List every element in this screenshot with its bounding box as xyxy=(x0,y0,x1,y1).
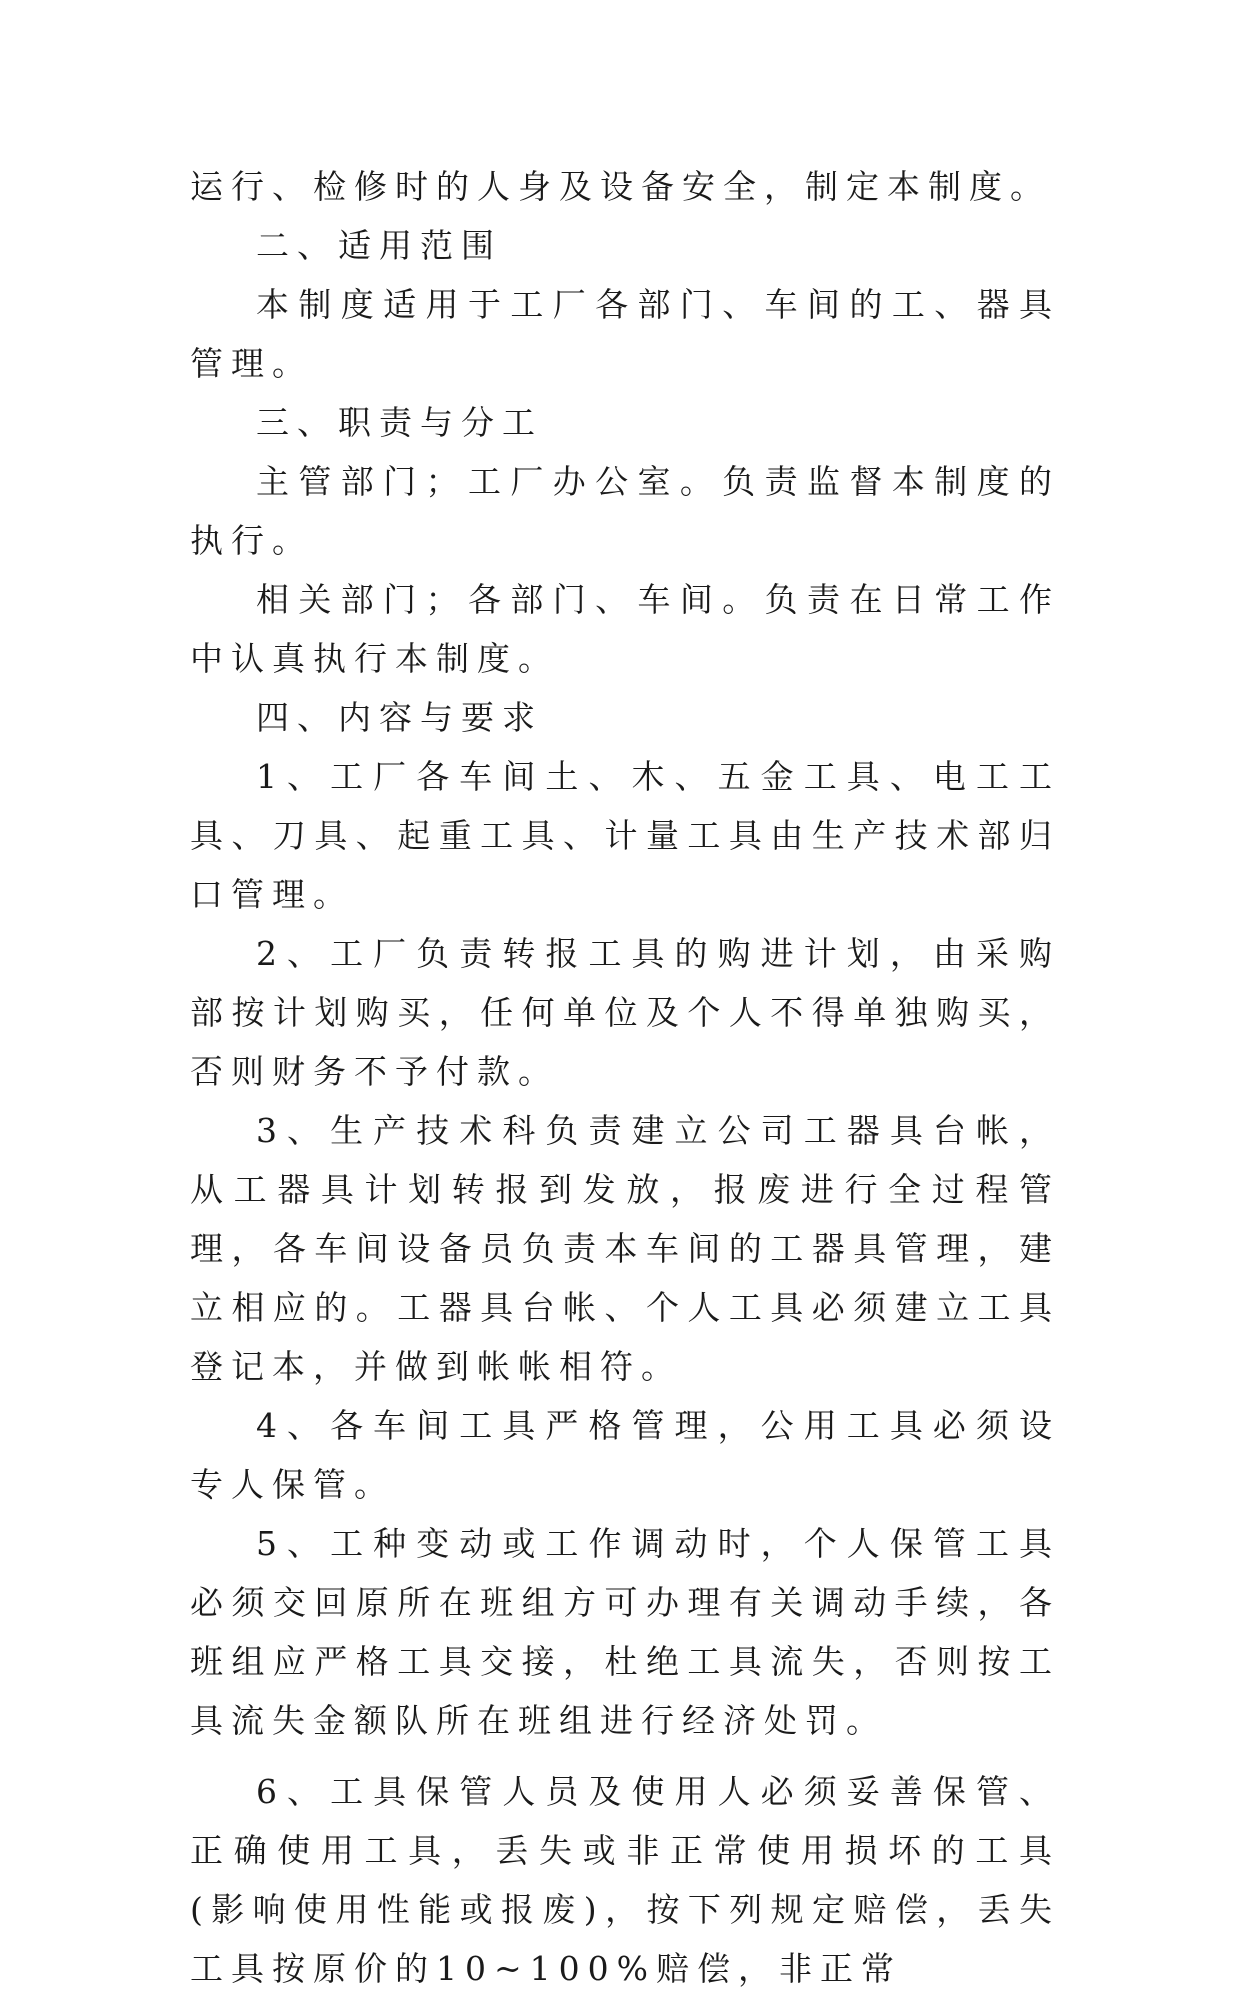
paragraph-scope: 本制度适用于工厂各部门、车间的工、器具管理。 xyxy=(190,285,1060,383)
heading-scope: 二、适用范围 xyxy=(256,226,502,265)
list-item-2: 2、工厂负责转报工具的购进计划，由采购部按计划购买，任何单位及个人不得单独购买，否则财务不予付款。 xyxy=(190,934,1060,1091)
paragraph-related-departments: 相关部门；各部门、车间。负责在日常工作中认真执行本制度。 xyxy=(190,580,1060,678)
list-item-1: 1、工厂各车间土、木、五金工具、电工工具、刀具、起重工具、计量工具由生产技术部归口管理。 xyxy=(190,757,1060,914)
list-item-6: 6、工具保管人员及使用人必须妥善保管、正确使用工具，丢失或非正常使用损坏的工具(影响使用性能或报废)，按下列规定赔偿，丢失工具按原价的10~100%赔偿，非正常 xyxy=(190,1772,1060,1988)
list-item-4: 4、各车间工具严格管理，公用工具必须设专人保管。 xyxy=(190,1406,1060,1504)
heading-content-requirements: 四、内容与要求 xyxy=(256,698,543,737)
paragraph-lead-department: 主管部门；工厂办公室。负责监督本制度的执行。 xyxy=(190,462,1060,560)
heading-responsibilities: 三、职责与分工 xyxy=(256,403,543,442)
list-item-5: 5、工种变动或工作调动时，个人保管工具必须交回原所在班组方可办理有关调动手续，各班组应严格工具交接，杜绝工具流失，否则按工具流失金额队所在班组进行经济处罚。 xyxy=(190,1524,1060,1740)
paragraph-purpose-continuation: 运行、检修时的人身及设备安全，制定本制度。 xyxy=(190,167,1051,206)
document-body xyxy=(190,157,1060,1998)
list-item-3: 3、生产技术科负责建立公司工器具台帐，从工器具计划转报到发放，报废进行全过程管理，各车间设备员负责本车间的工器具管理，建立相应的。工器具台帐、个人工具必须建立工具登记本，并做到帐帐相符。 xyxy=(190,1111,1060,1386)
